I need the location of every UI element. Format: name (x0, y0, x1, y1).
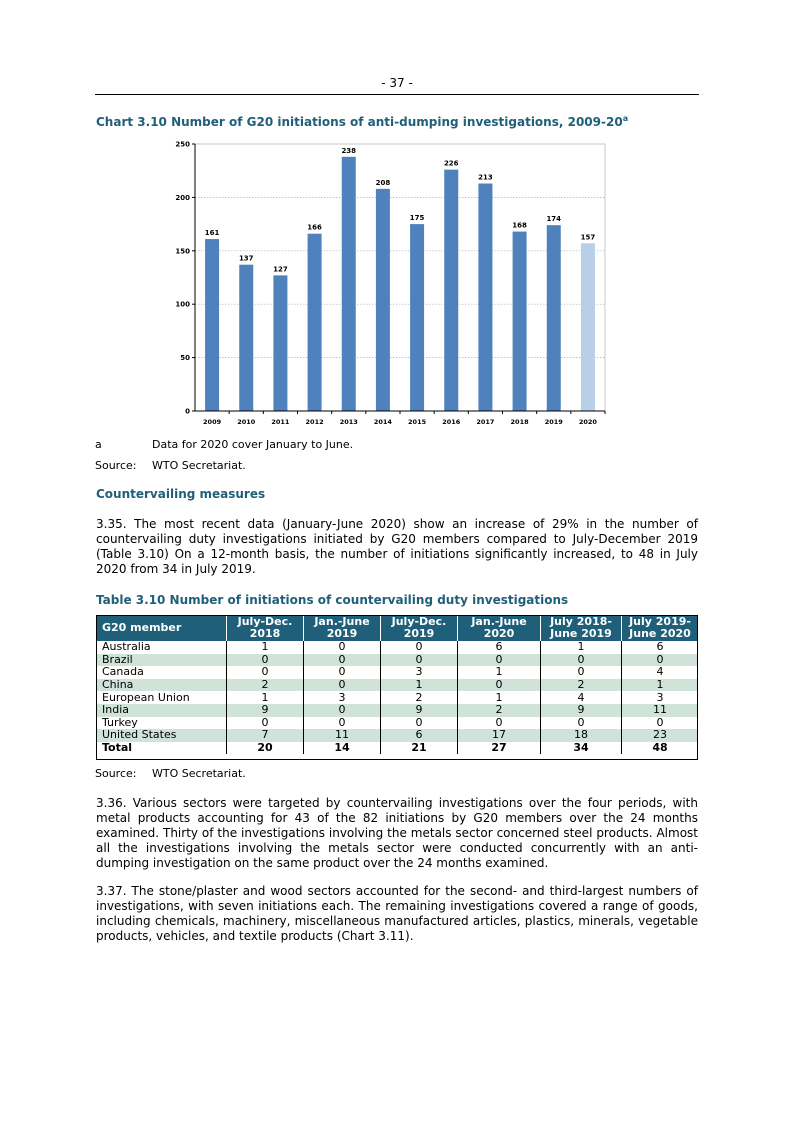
table-cell: 0 (541, 654, 622, 667)
y-tick-label: 250 (175, 140, 190, 149)
table-cell: 6 (622, 641, 699, 654)
col-header: Jan.-June 2019 (304, 615, 381, 641)
table-cell: 4 (541, 691, 622, 704)
bar-value-label: 137 (238, 254, 254, 263)
x-tick-label: 2020 (578, 418, 597, 426)
table-cell: 0 (304, 666, 381, 679)
page-number: - 37 - (381, 76, 413, 90)
bar-chart (150, 138, 620, 430)
x-tick-label: 2016 (442, 418, 461, 426)
table-row (96, 641, 698, 654)
table-row (96, 654, 698, 667)
table-cell: 21 (381, 742, 458, 755)
bar-value-label: 226 (443, 159, 459, 168)
table-row (96, 666, 698, 679)
table-cell: 2 (458, 704, 541, 717)
table-cell: 3 (304, 691, 381, 704)
x-tick-label: 2018 (510, 418, 529, 426)
table-cell: 2 (381, 691, 458, 704)
table-cell: 0 (381, 654, 458, 667)
table-cell: China (96, 679, 227, 692)
bar (376, 189, 390, 411)
table-cell: 17 (458, 729, 541, 742)
table-cell: 1 (622, 679, 699, 692)
chart-source (95, 459, 246, 472)
y-tick-label: 100 (175, 300, 190, 309)
bar (342, 157, 356, 411)
bar (581, 243, 595, 411)
table-cell: 1 (227, 641, 304, 654)
section-heading: Countervailing measures (96, 487, 266, 501)
table-cell: India (96, 704, 227, 717)
table-row (96, 729, 698, 742)
table-cell: 2 (541, 679, 622, 692)
chart-source-label: Source: (95, 459, 137, 472)
col-header: July-Dec. 2019 (381, 615, 458, 641)
chart-note-a (95, 438, 353, 451)
paragraph-3-36: 3.36. Various sectors were targeted by countervailing investigations over the four periods, with metal products accounting for 43 of the 82 initiations by G20 members over the 24 months examined. Thirty of the investigations involving the metals sector concerned steel products. Almost all the investigations involving the metals sector were conducted concurrently with an anti-dumping investigation on the same product over the 24 months examined. (96, 796, 698, 870)
y-tick-label: 150 (175, 247, 190, 256)
paragraph-3-35: 3.35. The most recent data (January-June 2020) show an increase of 29% in the number of countervailing duty investigations initiated by G20 members compared to July-December 2019 (Table 3.10) On a 12-month basis, the number of initiations significantly increased, to 48 in July 2020 from 34 in July 2019. (96, 517, 698, 576)
table-cell: 1 (227, 691, 304, 704)
x-tick-label: 2013 (339, 418, 358, 426)
table-cell: Turkey (102, 715, 138, 729)
table-row (96, 691, 698, 704)
y-tick-label: 50 (180, 354, 190, 363)
table-cell: 34 (541, 742, 622, 755)
table-cell: Brazil (96, 654, 227, 667)
bar (273, 275, 287, 411)
chart-source-text: WTO Secretariat. (152, 459, 246, 472)
table-cell: 3 (381, 666, 458, 679)
bar (478, 184, 492, 411)
x-tick-label: 2012 (305, 418, 324, 426)
bar-value-label: 238 (341, 146, 357, 155)
table-cell: 6 (381, 729, 458, 742)
table-row (96, 704, 698, 717)
table-cell: 2 (227, 679, 304, 692)
table-cell: 1 (541, 641, 622, 654)
bar-value-label: 127 (273, 265, 288, 274)
table-cell: 0 (458, 717, 541, 730)
bar-value-label: 157 (580, 233, 596, 242)
bar (205, 239, 219, 411)
chart-heading-footnote: a (622, 114, 629, 123)
table-cell: 14 (304, 742, 381, 755)
x-tick-label: 2017 (476, 418, 495, 426)
table-cell: United States (96, 729, 227, 742)
table-heading: Table 3.10 Number of initiations of countervailing duty investigations (96, 593, 569, 607)
table-cell: 9 (227, 704, 304, 717)
table-cell: Canada (102, 665, 144, 679)
bar-value-label: 213 (478, 173, 493, 182)
table-cell: 23 (622, 729, 699, 742)
table-row (96, 679, 698, 692)
table-cell: 0 (381, 641, 458, 654)
bar-value-label: 168 (512, 221, 527, 230)
col-header: Jan.-June 2020 (458, 615, 541, 641)
table-cell: 0 (227, 717, 304, 730)
bar (410, 224, 424, 411)
table-row (96, 717, 698, 730)
table-cell: 4 (622, 666, 699, 679)
chart-heading-text: Chart 3.10 Number of G20 initiations of anti-dumping investigations, 2009-20 (96, 115, 623, 129)
x-tick-label: 2010 (237, 418, 256, 426)
table-cell: 27 (458, 742, 541, 755)
table-cell: 7 (227, 729, 304, 742)
table-cell: 6 (458, 641, 541, 654)
paragraph-3-37: 3.37. The stone/plaster and wood sectors accounted for the second- and third-largest numbers of investigations, with seven initiations each. The remaining investigations covered a range of goods, including chemicals, machinery, miscellaneous manufactured articles, plastics, minerals, vegetable products, vehicles, and textile products (Chart 3.11). (96, 884, 698, 943)
table-source (95, 767, 246, 780)
table-cell: 1 (381, 679, 458, 692)
table-source-text: WTO Secretariat. (152, 767, 246, 780)
table-total-row (96, 742, 698, 755)
bar (444, 170, 458, 411)
table-cell: 0 (541, 717, 622, 730)
note-a-text: Data for 2020 cover January to June. (152, 438, 354, 451)
table-header-row (96, 615, 698, 641)
bar-value-label: 208 (375, 178, 391, 187)
table-cell: 9 (541, 704, 622, 717)
table-source-label: Source: (95, 767, 137, 780)
table-cell: 0 (227, 654, 304, 667)
table-cell: 18 (541, 729, 622, 742)
x-tick-label: 2011 (271, 418, 290, 426)
bar (513, 232, 527, 411)
col-header: July 2019- June 2020 (622, 615, 699, 641)
table-cell: 20 (227, 742, 304, 755)
col-header: July 2018- June 2019 (541, 615, 622, 641)
table-cell: 3 (622, 691, 699, 704)
table-cell: 48 (622, 742, 699, 755)
x-tick-label: 2009 (203, 418, 222, 426)
table-cell: 1 (458, 691, 541, 704)
table-cell: 1 (458, 666, 541, 679)
table-cell: 0 (304, 717, 381, 730)
bar (239, 265, 253, 411)
table-cell: Total (102, 741, 133, 755)
table-cell: 0 (541, 666, 622, 679)
y-tick-label: 200 (175, 193, 190, 202)
table-cell: 0 (304, 704, 381, 717)
table-cell: 0 (458, 679, 541, 692)
table-cell: 0 (622, 654, 699, 667)
bar-value-label: 175 (409, 214, 425, 223)
table-cell: 9 (381, 704, 458, 717)
col-header: July-Dec. 2018 (227, 615, 304, 641)
y-tick-label: 0 (185, 407, 190, 416)
table-cell: 0 (381, 717, 458, 730)
table-cell: 0 (622, 717, 699, 730)
table-cell: 0 (458, 654, 541, 667)
bar (547, 225, 561, 411)
x-tick-label: 2019 (544, 418, 563, 426)
table-cell: 0 (304, 654, 381, 667)
table-cell: 0 (304, 641, 381, 654)
table-cell: 11 (304, 729, 381, 742)
plot-area (195, 144, 605, 411)
table-cell: 0 (227, 666, 304, 679)
col-header-member: G20 member (96, 615, 227, 641)
bar-value-label: 174 (546, 215, 562, 224)
bar (308, 234, 322, 411)
note-a-label: a (95, 438, 102, 451)
table-cell: 11 (622, 704, 699, 717)
bar-value-label: 161 (204, 229, 220, 238)
table-cell: 0 (304, 679, 381, 692)
header-rule (95, 94, 699, 95)
bar-value-label: 166 (307, 223, 322, 232)
table-cell: European Union (102, 690, 190, 704)
chart-heading (96, 114, 628, 129)
table-cell: Australia (102, 640, 151, 654)
x-tick-label: 2015 (408, 418, 427, 426)
cvd-table (96, 615, 698, 754)
x-tick-label: 2014 (373, 418, 392, 426)
